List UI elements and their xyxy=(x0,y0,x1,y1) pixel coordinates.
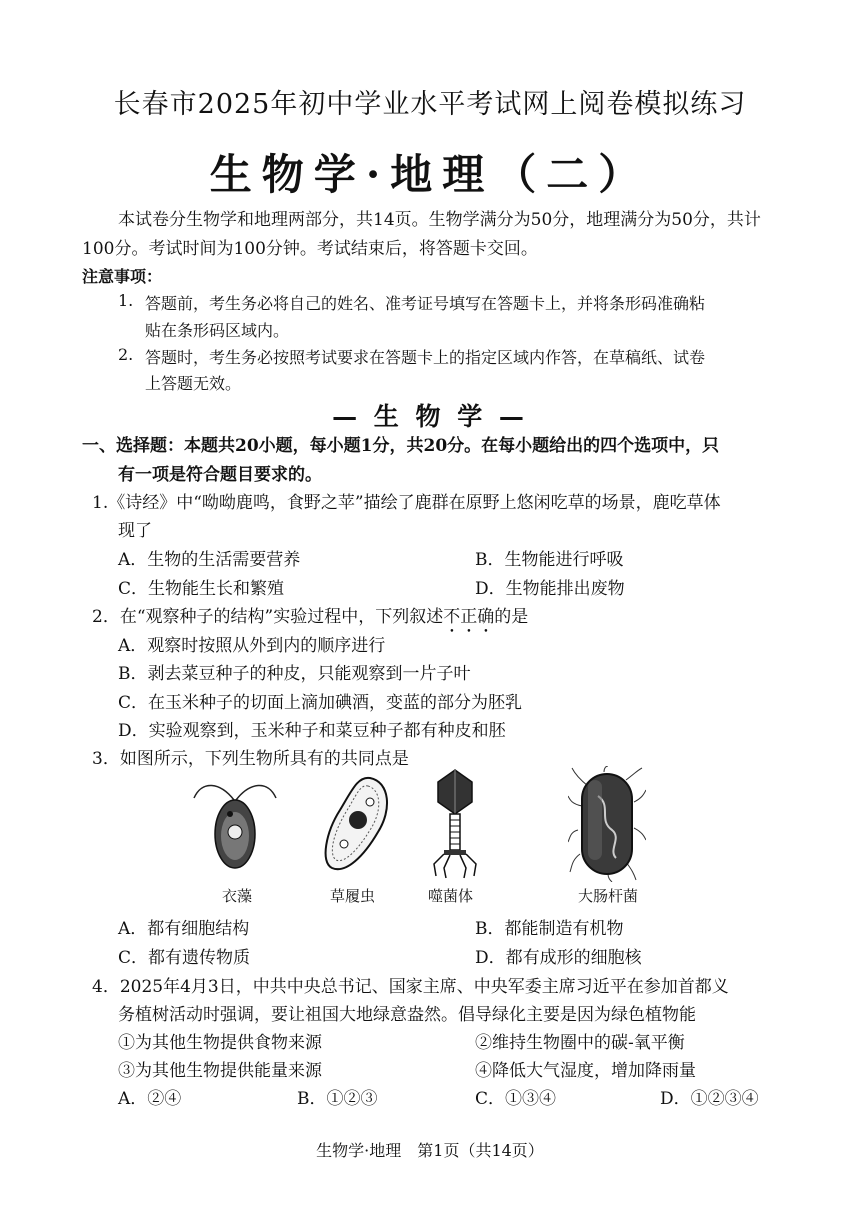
note-2-line2: 上答题无效。 xyxy=(145,374,242,393)
q1-stem-line1: 1.《诗经》中“呦呦鹿鸣，食野之苹”描绘了鹿群在原野上悠闲吃草的场景，鹿吃草体 xyxy=(92,493,721,513)
q2-stem-pre: 2．在“观察种子的结构”实验过程中，下列叙述 xyxy=(92,607,444,627)
q3-option-d: D．都有成形的细胞核 xyxy=(475,948,642,968)
q3-option-a: A．都有细胞结构 xyxy=(118,919,250,939)
q2-option-d: D．实验观察到，玉米种子和菜豆种子都有种皮和胚 xyxy=(118,721,506,741)
chlamydomonas-illustration xyxy=(190,772,280,877)
note-1-line2: 贴在条形码区域内。 xyxy=(145,321,290,340)
bacteriophage-illustration xyxy=(430,768,480,880)
q4-option-d: D．①②③④ xyxy=(660,1089,759,1109)
q2-option-a: A．观察时按照从外到内的顺序进行 xyxy=(118,636,386,656)
q4-statement-4: ④降低大气湿度，增加降雨量 xyxy=(475,1061,696,1081)
biology-section-heading: — 生 物 学 — xyxy=(332,402,528,431)
q2-stem-emphasis: 不正确 xyxy=(443,607,495,627)
q4-statement-3: ③为其他生物提供能量来源 xyxy=(118,1061,322,1081)
q1-stem-line2: 现了 xyxy=(118,521,152,541)
notes-heading: 注意事项： xyxy=(82,267,163,286)
q4-option-a: A．②④ xyxy=(118,1089,182,1109)
note-1-number: 1. xyxy=(118,291,134,310)
q4-stem-line2: 务植树活动时强调，要让祖国大地绿意盎然。倡导绿化主要是因为绿色植物能 xyxy=(118,1005,696,1025)
note-1-line1: 答题前，考生务必将自己的姓名、准考证号填写在答题卡上，并将条形码准确粘 xyxy=(145,294,706,313)
q3-option-c: C．都有遗传物质 xyxy=(118,948,251,968)
page-footer: 生物学·地理 第1页（共14页） xyxy=(316,1141,544,1160)
q1-option-c: C．生物能生长和繁殖 xyxy=(118,579,285,599)
caption-e-coli: 大肠杆菌 xyxy=(578,887,639,905)
e-coli-illustration xyxy=(568,766,646,882)
q2-stem-post: 的是 xyxy=(494,607,529,627)
q4-stem-line1: 4．2025年4月3日，中共中央总书记、国家主席、中央军委主席习近平在参加首都义 xyxy=(92,977,729,997)
caption-chlamydomonas: 衣藻 xyxy=(222,887,253,905)
q1-option-d: D．生物能排出废物 xyxy=(475,579,625,599)
note-2-number: 2. xyxy=(118,345,134,364)
paramecium-illustration xyxy=(318,772,398,877)
q4-option-b: B．①②③ xyxy=(297,1089,378,1109)
exam-header-title: 长春市2025年初中学业水平考试网上阅卷模拟练习 xyxy=(113,89,747,120)
note-2-line1: 答题时，考生务必按照考试要求在答题卡上的指定区域内作答，在草稿纸、试卷 xyxy=(145,348,706,367)
part1-heading-line2: 有一项是符合题目要求的。 xyxy=(118,465,322,485)
q3-stem: 3．如图所示，下列生物所具有的共同点是 xyxy=(92,749,409,769)
subject-title: 生物学·地理（二） xyxy=(209,150,651,199)
q3-option-b: B．都能制造有机物 xyxy=(475,919,624,939)
intro-paragraph: 本试卷分生物学和地理两部分，共14页。生物学满分为50分，地理满分为50分，共计100分。考试时间为100分钟。考试结束后，将答题卡交回。 xyxy=(82,210,761,259)
q4-statement-1: ①为其他生物提供食物来源 xyxy=(118,1033,322,1053)
caption-bacteriophage: 噬菌体 xyxy=(428,887,474,905)
q2-option-c: C．在玉米种子的切面上滴加碘酒，变蓝的部分为胚乳 xyxy=(118,693,523,713)
caption-paramecium: 草履虫 xyxy=(330,887,376,905)
q4-option-c: C．①③④ xyxy=(475,1089,557,1109)
q1-option-a: A．生物的生活需要营养 xyxy=(118,550,301,570)
q2-option-b: B．剥去菜豆种子的种皮，只能观察到一片子叶 xyxy=(118,664,471,684)
part1-heading-line1: 一、选择题：本题共20小题，每小题1分，共20分。在每小题给出的四个选项中，只 xyxy=(82,436,720,456)
q1-option-b: B．生物能进行呼吸 xyxy=(475,550,624,570)
q4-statement-2: ②维持生物圈中的碳-氧平衡 xyxy=(475,1033,685,1053)
